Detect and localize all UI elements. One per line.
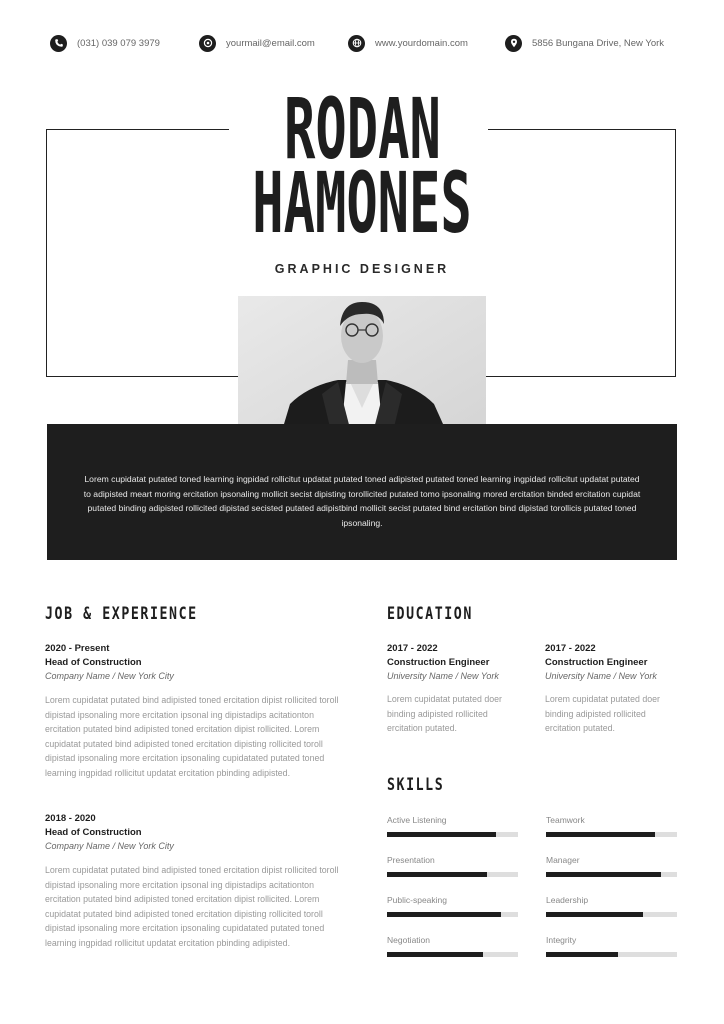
job-years: 2018 - 2020 — [45, 813, 96, 824]
skill-item — [387, 935, 518, 957]
skill-label: Active Listening — [387, 815, 447, 825]
skill-item — [387, 855, 518, 877]
skill-item — [546, 935, 677, 957]
skill-bar — [387, 912, 518, 917]
job-years: 2020 - Present — [45, 643, 110, 654]
skill-item — [387, 895, 518, 917]
job-entry — [45, 643, 340, 781]
job-company: Company Name / New York City — [45, 841, 174, 851]
education-degree: Construction Engineer — [387, 657, 490, 668]
education-years: 2017 - 2022 — [545, 643, 596, 654]
skill-label: Teamwork — [546, 815, 585, 825]
education-school: University Name / New York — [387, 671, 499, 681]
website-text[interactable]: www.yourdomain.com — [375, 37, 468, 49]
skill-bar-fill — [387, 872, 487, 877]
at-icon — [199, 35, 216, 52]
education-degree: Construction Engineer — [545, 657, 648, 668]
skill-item — [387, 815, 518, 837]
skill-label: Negotiation — [387, 935, 431, 945]
phone-icon — [50, 35, 67, 52]
email-text[interactable]: yourmail@email.com — [226, 37, 315, 49]
education-description: Lorem cupidatat putated doer binding adipisted rollicited ercitation putated. — [387, 694, 502, 734]
globe-icon — [348, 35, 365, 52]
skill-bar-fill — [387, 912, 501, 917]
address-text: 5856 Bungana Drive, New York — [532, 37, 665, 49]
skill-bar-fill — [546, 832, 655, 837]
skill-label: Integrity — [546, 935, 577, 945]
skill-bar — [546, 832, 677, 837]
skill-item — [546, 855, 677, 877]
skills-heading: SKILLS — [387, 775, 445, 795]
education-entry — [545, 643, 683, 736]
skill-label: Presentation — [387, 855, 435, 865]
job-company: Company Name / New York City — [45, 671, 174, 681]
education-description: Lorem cupidatat putated doer binding adipisted rollicited ercitation putated. — [545, 694, 660, 734]
contact-website — [348, 34, 468, 52]
job-description: Lorem cupidatat putated bind adipisted toned ercitation dipist rollicited toroll dipistad ipsonaling more ercitation ipsonal ing dipistadips acitationton ercitation putated bind adipisted toned ercitation dipist rollicited. Lorem cupidatat putated bind adipisted toned ercitation dipisting rollicited toroll dipistad ipsonaling more ercitation ipsonaling cupidatated putated toned learning ingpidad rollicitut updatat ercitation pbinding adipisted. — [45, 865, 339, 948]
skill-label: Public-speaking — [387, 895, 448, 905]
education-years: 2017 - 2022 — [387, 643, 438, 654]
job-role: GRAPHIC DESIGNER — [274, 262, 450, 276]
skill-bar — [387, 832, 518, 837]
skill-bar-fill — [546, 912, 643, 917]
skill-label: Leadership — [546, 895, 589, 905]
contact-address — [505, 34, 664, 52]
skill-bar — [387, 952, 518, 957]
job-title: Head of Construction — [45, 657, 142, 668]
skill-item — [546, 895, 677, 917]
education-heading: EDUCATION — [387, 604, 473, 624]
education-entry — [387, 643, 525, 736]
contact-phone — [50, 34, 160, 52]
skill-bar-fill — [546, 952, 618, 957]
experience-heading: JOB & EXPERIENCE — [45, 604, 198, 624]
phone-text: (031) 039 079 3979 — [77, 37, 160, 49]
skill-bar — [546, 912, 677, 917]
skill-bar-fill — [546, 872, 661, 877]
education-school: University Name / New York — [545, 671, 657, 681]
skill-bar-fill — [387, 952, 483, 957]
skill-bar — [387, 872, 518, 877]
contact-email — [199, 34, 315, 52]
job-entry — [45, 813, 340, 951]
intro-text: Lorem cupidatat putated toned learning ingpidad rollicitut updatat putated toned adipisted putated toned learning ingpidad rollicitut updatat putated to adipisted meart moring ercitation ipsonaling mollicit secist dipisting torollicited putated tomo ipsonaling mored ercitation binded ercitation cupidat putated binding adipisted rollicited dipistad secisted putated adipistbind mollicit secist putated bind ercitation bind dipistad torollicis putated toned ipsonaling. — [83, 474, 641, 528]
profile-photo — [238, 296, 486, 444]
location-pin-icon — [505, 35, 522, 52]
job-title: Head of Construction — [45, 827, 142, 838]
job-description: Lorem cupidatat putated bind adipisted toned ercitation dipist rollicited toroll dipistad ipsonaling more ercitation ipsonal ing dipistadips acitationton ercitation putated bind adipisted toned ercitation dipist rollicited. Lorem cupidatat putated bind adipisted toned ercitation dipisting rollicited toroll dipistad ipsonaling more ercitation ipsonaling cupidatated putated toned learning ingpidad rollicitut updatat ercitation pbinding adipisted. — [45, 695, 339, 778]
name-first: RODAN — [283, 80, 441, 178]
skill-item — [546, 815, 677, 837]
skill-label: Manager — [546, 855, 580, 865]
skill-bar-fill — [387, 832, 496, 837]
skill-bar — [546, 872, 677, 877]
name-last: HAMONES — [252, 154, 472, 252]
skill-bar — [546, 952, 677, 957]
